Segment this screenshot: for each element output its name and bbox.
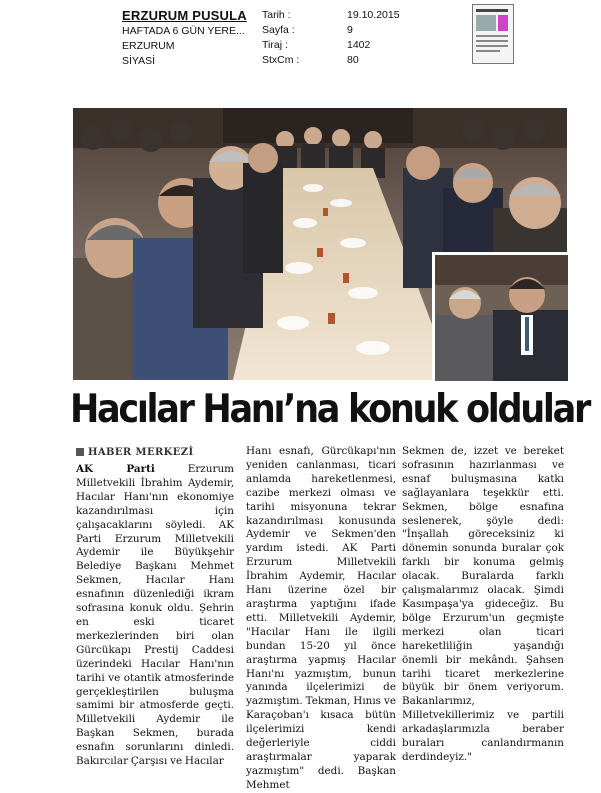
meta-value: 80: [347, 54, 359, 66]
meta-page: [262, 24, 422, 39]
headline-short: HAFTADA 6 GÜN YERE...: [122, 25, 245, 37]
inset-photo: [432, 252, 571, 384]
article-column-2: [246, 445, 396, 791]
article-column-1: [76, 463, 234, 768]
lead-text: AK Parti: [76, 463, 155, 475]
byline-text: HABER MERKEZİ: [88, 447, 194, 458]
article-headline: Hacılar Hanı’na konuk oldular: [70, 387, 589, 432]
byline-square-icon: [76, 448, 84, 456]
column-text: Sekmen de, izzet ve bereket sofrasının hazırlanması ve esnaf buluşmasına katkı sağlayanlara teşekkür etti. Sekmen, bölge esnafına seslenerek, şöyle dedi: "İnşallah göreceksiniz ki dönemin sonunda buralar çok farklı bir konuma gelmiş olacak. Buralarda farklı çalışmalarımız olacak. Şimdi Kasımpaşa'ya gideceğiz. Bu bölge Erzurum'un geçmişte merkezi olan ticari hareketliliğin yaşandığı önemli bir mekândı. Şahsen tarihi ticaret merkezlerine büyük bir önem veriyorum. Bakanlarımız, Milletvekillerimiz ve partili arkadaşlarımızla beraber buraları canlandırmanın derdindeyiz.": [402, 445, 564, 763]
meta-value: 1402: [347, 39, 371, 51]
byline: [76, 447, 194, 458]
city: ERZURUM: [122, 40, 175, 52]
meta-value: 9: [347, 24, 353, 36]
meta-date: [262, 9, 422, 24]
column-text: Erzurum Milletvekili İbrahim Aydemir, Hacılar Hanı'nın ekonomiye kazandırılması için çalışacaklarını söyledi. AK Parti Erzurum Milletvekili Aydemir ile Büyükşehir Belediye Başkanı Mehmet Sekmen, Hacılar Hanı esnafının düzenlediği ikram sofrasına konuk oldu. Şehrin en eski ticaret merkezlerinden biri olan Gürcükapı Prestij Caddesi üzerindeki Hacılar Hanı'nın tarihi ve otantik atmosferinde gerçekleştirilen buluşma samimi bir atmosferde geçti. Milletvekili Aydemir ile Başkan Sekmen, burada esnafın sorunlarını dinledi. Bakırcılar Çarşısı ve Hacılar: [76, 463, 234, 768]
meta-value: 19.10.2015: [347, 9, 400, 21]
column-text: Hanı esnafı, Gürcükapı'nın yeniden canlanması, ticari anlamda hareketlenmesi, cazibe merkezi olması ve tarihi misyonuna tekrar kazandırılması konusunda Aydemir ve Sekmen'den yardım istedi. AK Parti Erzurum Milletvekili İbrahim Aydemir, Hacılar Hanı üzerine özel bir araştırma yaptığını ifade etti. Milletvekili Aydemir, "Hacılar Hanı ile ilgili bundan 15-20 yıl önce araştırma yapmış Hacılar Hanı'nı yazmıştım, bunun yanında ilçelerimizi de yazmıştım. Tekman, Hınıs ve Karaçoban'ı kısaca bütün ilçelerimizi kendi değerleriyle ciddi araştırmalar yaparak yazmıştım" dedi. Başkan Mehmet: [246, 445, 396, 791]
clipping-meta: [262, 9, 422, 69]
meta-stxcm: [262, 54, 422, 69]
meta-circulation: [262, 39, 422, 54]
article-column-3: [402, 445, 564, 763]
publication-name: ERZURUM PUSULA: [122, 8, 247, 23]
meta-label: Sayfa :: [262, 24, 295, 36]
page-thumbnail: [472, 4, 514, 64]
category: SİYASİ: [122, 55, 156, 67]
clipping-header: [0, 0, 601, 80]
meta-label: StxCm :: [262, 54, 300, 66]
meta-label: Tiraj :: [262, 39, 288, 51]
meta-label: Tarih :: [262, 9, 291, 21]
